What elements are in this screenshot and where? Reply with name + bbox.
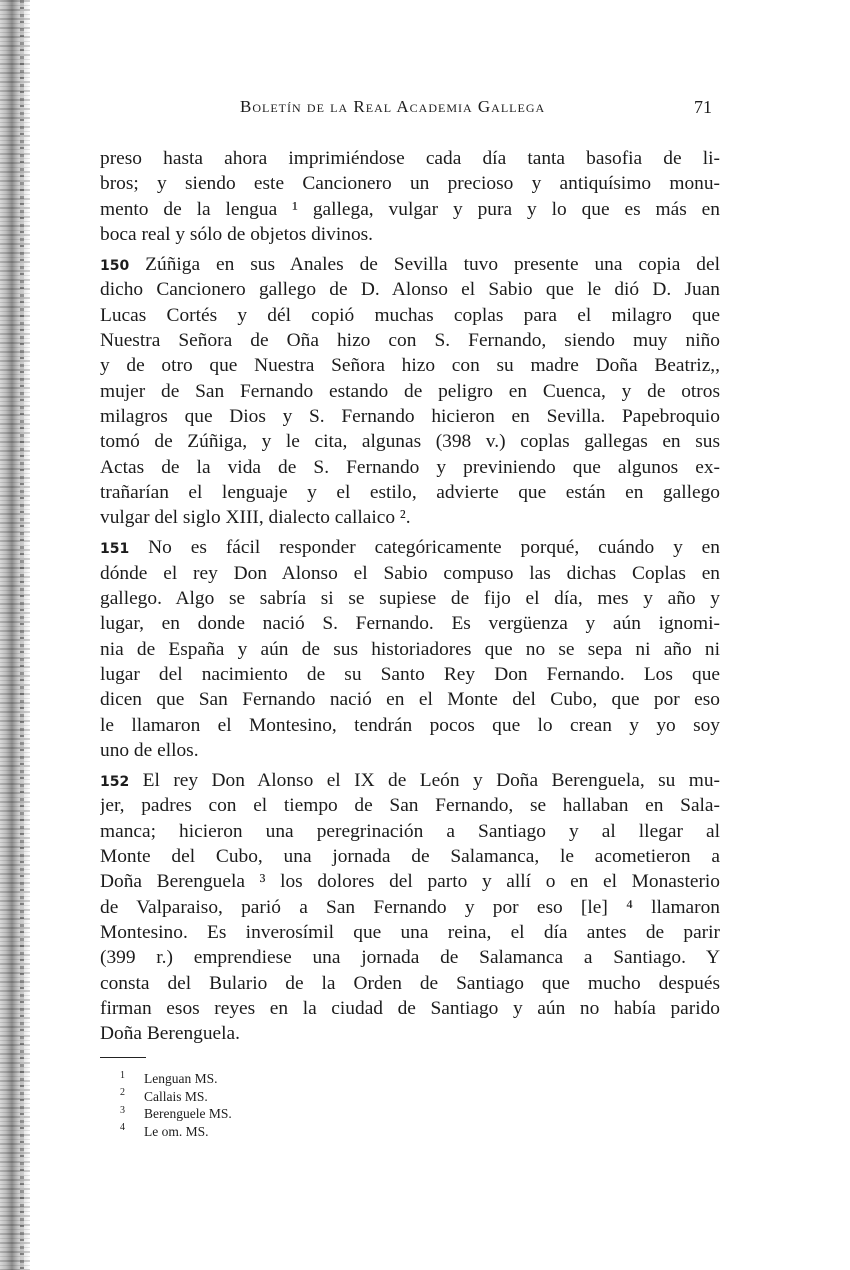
text-line: Nuestra Señora de Oña hizo con S. Fernando, siendo muy niño	[100, 330, 720, 352]
text-line: bros; y siendo este Cancionero un precioso y antiquísimo monu-	[100, 173, 720, 195]
paragraph-number: 150	[100, 258, 130, 275]
text-line: gallego. Algo se sabría si se supiese de fijo el día, mes y año y	[100, 588, 720, 610]
paragraph	[100, 146, 720, 247]
text-line: mento de la lengua ¹ gallega, vulgar y pura y lo que es más en	[100, 198, 720, 220]
text-line: manca; hicieron una peregrinación a Santiago y al llegar al	[100, 820, 720, 842]
text-line: nia de España y aún de sus historiadores que no se sepa ni año ni	[100, 638, 720, 660]
page-body	[100, 146, 720, 1051]
footnote-rule	[100, 1057, 146, 1058]
text-line-content: No es fácil responder categóricamente porqué, cuándo y en	[148, 537, 720, 559]
footnote-text: Callais MS.	[144, 1088, 208, 1104]
footnote: 3 Berenguele MS.	[120, 1104, 232, 1121]
footnotes	[120, 1070, 420, 1140]
paragraph	[100, 768, 720, 1046]
text-line: vulgar del siglo XIII, dialecto callaico ².	[100, 507, 411, 529]
text-line: Doña Berenguela.	[100, 1023, 240, 1045]
running-title: Boletín de la Real Academia Gallega	[240, 97, 546, 116]
footnote: 2 Callais MS.	[120, 1087, 208, 1104]
text-line: (399 r.) emprendiese una jornada de Salamanca a Santiago. Y	[100, 947, 720, 969]
book-spine-edge	[20, 0, 24, 1270]
text-line: Doña Berenguela ³ los dolores del parto y allí o en el Monasterio	[100, 871, 720, 893]
text-line: lugar, en donde nació S. Fernando. Es vergüenza y aún ignomi-	[100, 613, 720, 635]
text-line	[100, 768, 720, 793]
footnote: 1 Lenguan MS.	[120, 1069, 218, 1086]
text-line: jer, padres con el tiempo de San Fernando, se hallaban en Sala-	[100, 795, 720, 817]
text-line: Actas de la vida de S. Fernando y previniendo que algunos ex-	[100, 456, 720, 478]
text-line: dicen que San Fernando nació en el Monte del Cubo, que por eso	[100, 689, 720, 711]
text-line: Monte del Cubo, una jornada de Salamanca, le acometieron a	[100, 846, 720, 868]
text-line: de Valparaiso, parió a San Fernando y por eso [le] ⁴ llamaron	[100, 896, 720, 918]
text-line: milagros que Dios y S. Fernando hicieron en Sevilla. Papebroquio	[100, 405, 720, 427]
footnote-text: Le om. MS.	[144, 1123, 209, 1139]
text-line: dónde el rey Don Alonso el Sabio compuso las dichas Coplas en	[100, 562, 720, 584]
footnote-text: Lenguan MS.	[144, 1071, 218, 1086]
page-number: 71	[694, 97, 712, 117]
text-line: tomó de Zúñiga, y le cita, algunas (398 v.) coplas gallegas en sus	[100, 431, 720, 453]
paragraph	[100, 535, 720, 763]
paragraph-number: 152	[100, 774, 130, 791]
text-line: le llamaron el Montesino, tendrán pocos que lo crean y yo soy	[100, 714, 720, 736]
text-line: lugar del nacimiento de su Santo Rey Don Fernando. Los que	[100, 663, 720, 685]
text-line: preso hasta ahora imprimiéndose cada día tanta basofia de li-	[100, 148, 720, 169]
text-line: firman esos reyes en la ciudad de Santiago y aún no había parido	[100, 997, 720, 1019]
book-spine-shadow	[0, 0, 30, 1270]
text-line: trañarían el lenguaje y el estilo, advierte que están en gallego	[100, 481, 720, 503]
text-line: y de otro que Nuestra Señora hizo con su madre Doña Beatriz,,	[100, 355, 720, 377]
paragraph	[100, 252, 720, 530]
text-line: Lucas Cortés y dél copió muchas coplas para el milagro que	[100, 304, 720, 326]
text-line	[100, 252, 720, 277]
text-line: uno de ellos.	[100, 739, 199, 761]
text-line: consta del Bulario de la Orden de Santiago que mucho después	[100, 972, 720, 994]
text-line: Montesino. Es inverosímil que una reina, el día antes de parir	[100, 921, 720, 943]
text-line-content: El rey Don Alonso el IX de León y Doña Berenguela, su mu-	[142, 770, 720, 792]
footnote: 4 Le om. MS.	[120, 1122, 209, 1139]
text-line: dicho Cancionero gallego de D. Alonso el Sabio que le dió D. Juan	[100, 279, 720, 301]
paragraph-number: 151	[100, 541, 130, 558]
text-line: boca real y sólo de objetos divinos.	[100, 223, 374, 245]
footnote-text: Berenguele MS.	[144, 1106, 232, 1121]
text-line: mujer de San Fernando estando de peligro en Cuenca, y de otros	[100, 380, 720, 402]
text-line	[100, 535, 720, 560]
page-header	[100, 97, 720, 123]
text-line-content: Zúñiga en sus Anales de Sevilla tuvo presente una copia del	[145, 254, 720, 276]
